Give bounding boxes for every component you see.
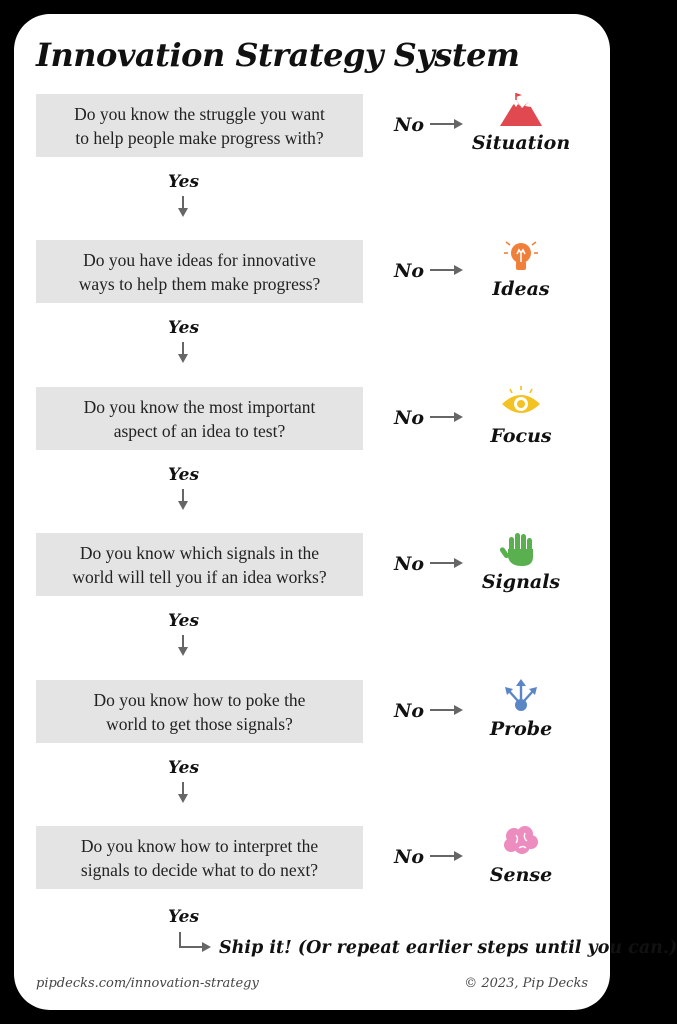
right-arrow-icon (430, 118, 464, 130)
no-label: No (394, 553, 425, 575)
right-arrow-icon (430, 704, 464, 716)
tool-name: Signals (481, 571, 561, 593)
question-line-1: Do you know how to poke the (93, 689, 306, 710)
yes-label: Yes (168, 318, 200, 338)
tool-name: Situation (471, 132, 571, 154)
step-situation (14, 94, 610, 214)
tool-name: Ideas (492, 278, 550, 300)
brain-icon (498, 824, 544, 860)
no-label: No (394, 407, 425, 429)
ship-it-text: Ship it! (Or repeat earlier steps until you can.) (219, 938, 677, 958)
step-probe (14, 680, 610, 800)
no-label: No (394, 114, 425, 136)
no-label: No (394, 700, 425, 722)
elbow-arrow-icon (176, 932, 216, 954)
right-arrow-icon (430, 557, 464, 569)
footer-url: pipdecks.com/innovation-strategy (36, 976, 259, 991)
right-arrow-icon (430, 411, 464, 423)
no-label: No (394, 846, 425, 868)
mountain-icon (498, 92, 544, 128)
yes-label: Yes (168, 465, 200, 485)
yes-label: Yes (168, 758, 200, 778)
card (14, 14, 677, 1010)
tool-name: Probe (489, 718, 553, 740)
question-line-1: Do you know which signals in the (79, 542, 320, 563)
question-box (36, 826, 363, 889)
hand-icon (498, 531, 544, 567)
yes-label: Yes (168, 611, 200, 631)
step-sense (14, 826, 610, 946)
question-line-1: Do you know how to interpret the (80, 835, 319, 856)
down-arrow-icon (177, 342, 189, 364)
question-line-1: Do you have ideas for innovative (83, 249, 316, 270)
tool-name: Sense (489, 864, 553, 886)
question-line-2: ways to help them make progress? (78, 273, 321, 294)
step-ideas (14, 240, 610, 360)
down-arrow-icon (177, 196, 189, 218)
question-line-1: Do you know the struggle you want (74, 103, 325, 124)
question-line-1: Do you know the most important (83, 396, 316, 417)
step-signals (14, 533, 610, 653)
down-arrow-icon (177, 782, 189, 804)
question-line-2: world will tell you if an idea works? (72, 566, 327, 587)
final-yes-label: Yes (168, 907, 200, 927)
page-title: Innovation Strategy System (36, 36, 520, 74)
question-box (36, 533, 363, 596)
no-label: No (394, 260, 425, 282)
right-arrow-icon (430, 850, 464, 862)
question-line-2: world to get those signals? (106, 713, 293, 734)
question-line-2: aspect of an idea to test? (113, 420, 286, 441)
yes-label: Yes (168, 172, 200, 192)
question-box (36, 387, 363, 450)
question-box (36, 94, 363, 157)
branching-arrows-icon (498, 678, 544, 714)
tool-name: Focus (490, 425, 552, 447)
question-box (36, 680, 363, 743)
question-box (36, 240, 363, 303)
question-line-2: signals to decide what to do next? (80, 859, 319, 880)
question-line-2: to help people make progress with? (75, 127, 324, 148)
eye-icon (498, 385, 544, 421)
footer-copyright: © 2023, Pip Decks (464, 976, 588, 991)
down-arrow-icon (177, 489, 189, 511)
step-focus (14, 387, 610, 507)
right-arrow-icon (430, 264, 464, 276)
down-arrow-icon (177, 635, 189, 657)
lightbulb-icon (498, 238, 544, 274)
